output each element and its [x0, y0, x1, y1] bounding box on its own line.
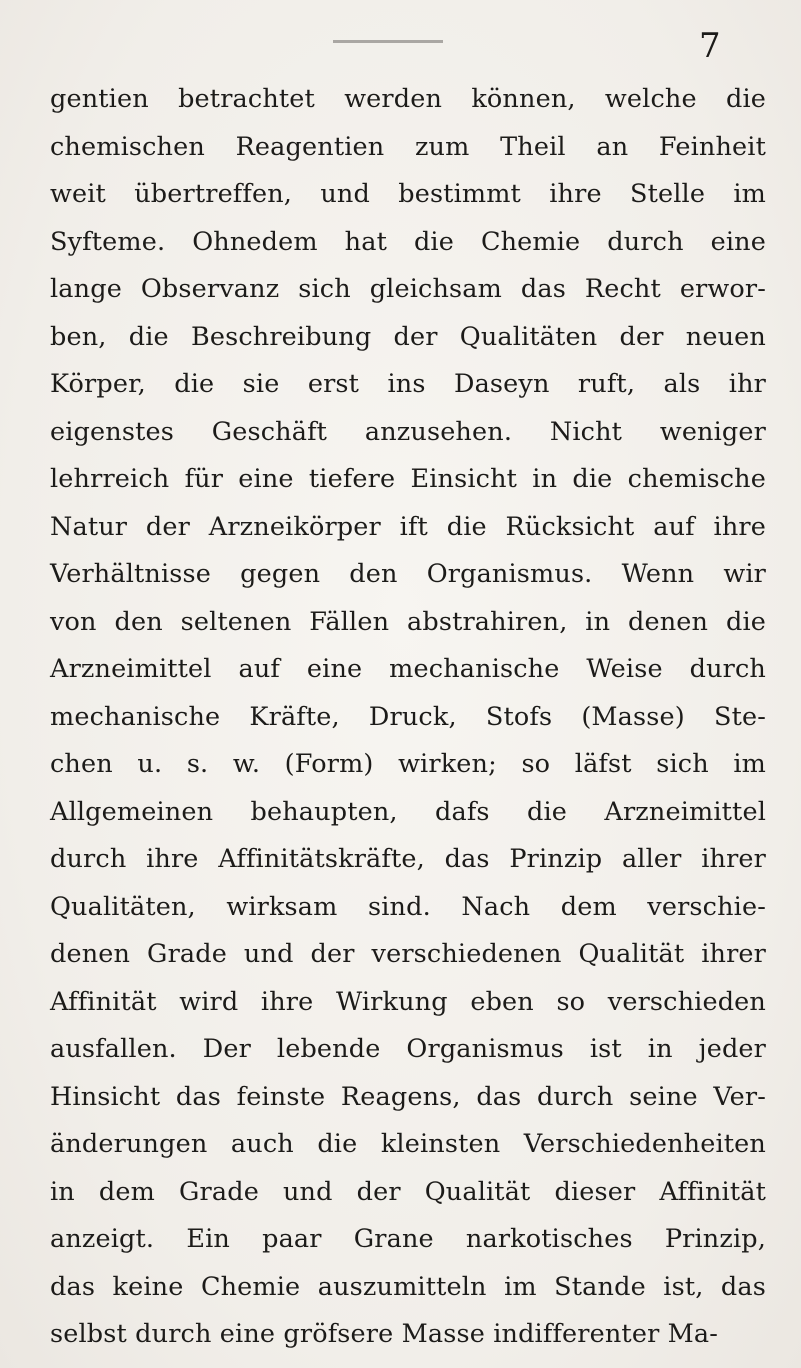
- text-line: lange Observanz sich gleichsam das Recht erwor-: [50, 274, 766, 304]
- text-line: in dem Grade und der Qualität dieser Affinität: [50, 1176, 766, 1207]
- text-line: selbst durch eine gröfsere Masse indifferenter Ma-: [50, 1319, 719, 1349]
- text-line: Qualitäten, wirksam sind. Nach dem verschie-: [50, 891, 766, 922]
- text-line: denen Grade und der verschiedenen Qualität ihrer: [50, 939, 766, 969]
- text-line: das keine Chemie auszumitteln im Stande ist, das: [50, 1271, 766, 1302]
- text-line: durch ihre Affinitätskräfte, das Prinzip aller ihrer: [50, 844, 766, 874]
- text-line: von den seltenen Fällen abstrahiren, in denen die: [50, 606, 766, 637]
- text-line: Allgemeinen behaupten, dafs die Arzneimittel: [50, 796, 766, 827]
- text-line: chemischen Reagentien zum Theil an Feinheit: [50, 131, 766, 162]
- text-line: Affinität wird ihre Wirkung eben so verschieden: [50, 986, 766, 1017]
- text-line: ben, die Beschreibung der Qualitäten der neuen: [50, 321, 766, 352]
- text-line: eigenstes Geschäft anzusehen. Nicht weniger: [50, 416, 766, 447]
- text-line: Verhältnisse gegen den Organismus. Wenn wir: [50, 559, 766, 589]
- text-line: Syfteme. Ohnedem hat die Chemie durch eine: [50, 226, 766, 257]
- text-line: änderungen auch die kleinsten Verschiedenheiten: [50, 1129, 766, 1159]
- text-line: Natur der Arzneikörper ift die Rücksicht auf ihre: [50, 511, 766, 542]
- text-line: chen u. s. w. (Form) wirken; so läfst sich im: [50, 749, 766, 779]
- text-line: lehrreich für eine tiefere Einsicht in die chemische: [50, 464, 766, 494]
- text-line: Körper, die sie erst ins Daseyn ruft, als ihr: [50, 369, 766, 399]
- text-line: gentien betrachtet werden können, welche die: [50, 84, 766, 114]
- body-text: [50, 76, 766, 1359]
- text-line: anzeigt. Ein paar Grane narkotisches Prinzip,: [50, 1224, 766, 1254]
- page-number: 7: [699, 26, 721, 66]
- text-line: Hinsicht das feinste Reagens, das durch seine Ver-: [50, 1081, 766, 1112]
- text-line: mechanische Kräfte, Druck, Stofs (Masse) Ste-: [50, 701, 766, 732]
- header-rule: [333, 40, 443, 43]
- text-line: Arzneimittel auf eine mechanische Weise durch: [50, 654, 766, 684]
- text-line: weit übertreffen, und bestimmt ihre Stelle im: [50, 179, 766, 209]
- text-line: ausfallen. Der lebende Organismus ist in jeder: [50, 1034, 766, 1064]
